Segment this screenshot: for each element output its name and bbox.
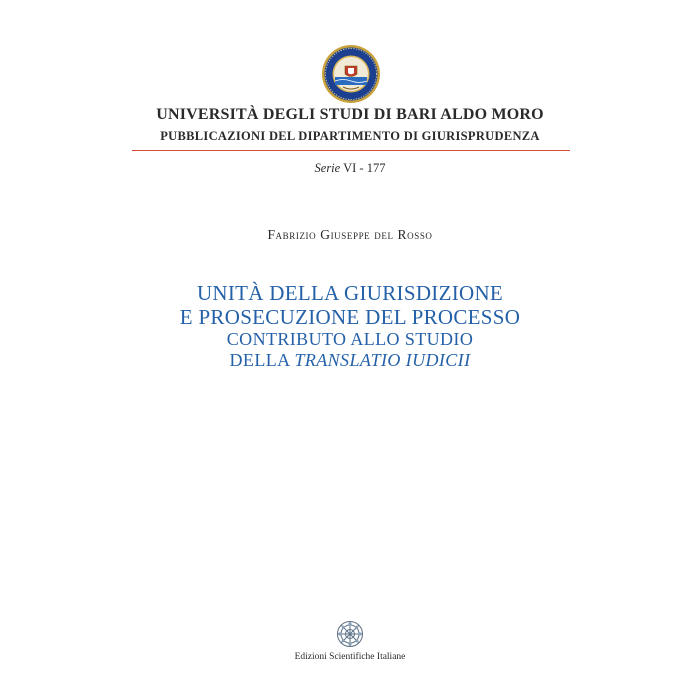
book-title — [0, 281, 700, 371]
publisher-logo-icon — [336, 620, 364, 648]
title-line-1: UNITÀ DELLA GIURISDIZIONE — [196, 281, 504, 305]
series-info — [0, 161, 700, 176]
subtitle-italic: TRANSLATIO IUDICII — [294, 350, 471, 370]
subtitle-line-1: CONTRIBUTO ALLO STUDIO — [226, 329, 474, 349]
title-line-2: E PROSECUZIONE DEL PROCESSO — [179, 305, 521, 329]
university-name: UNIVERSITÀ DEGLI STUDI DI BARI ALDO MORO — [156, 106, 544, 123]
department-name: PUBBLICAZIONI DEL DIPARTIMENTO DI GIURISPRUDENZA — [160, 129, 540, 143]
subtitle-prefix: DELLA — [229, 350, 290, 370]
publisher-name: Edizioni Scientifiche Italiane — [294, 652, 406, 662]
series-label: Serie — [314, 161, 341, 175]
university-seal-icon — [321, 44, 381, 104]
series-number: VI - 177 — [343, 161, 386, 175]
author-name: Fabrizio Giuseppe del Rosso — [267, 227, 433, 242]
subtitle-line-2 — [0, 350, 700, 371]
header-divider — [132, 150, 570, 151]
